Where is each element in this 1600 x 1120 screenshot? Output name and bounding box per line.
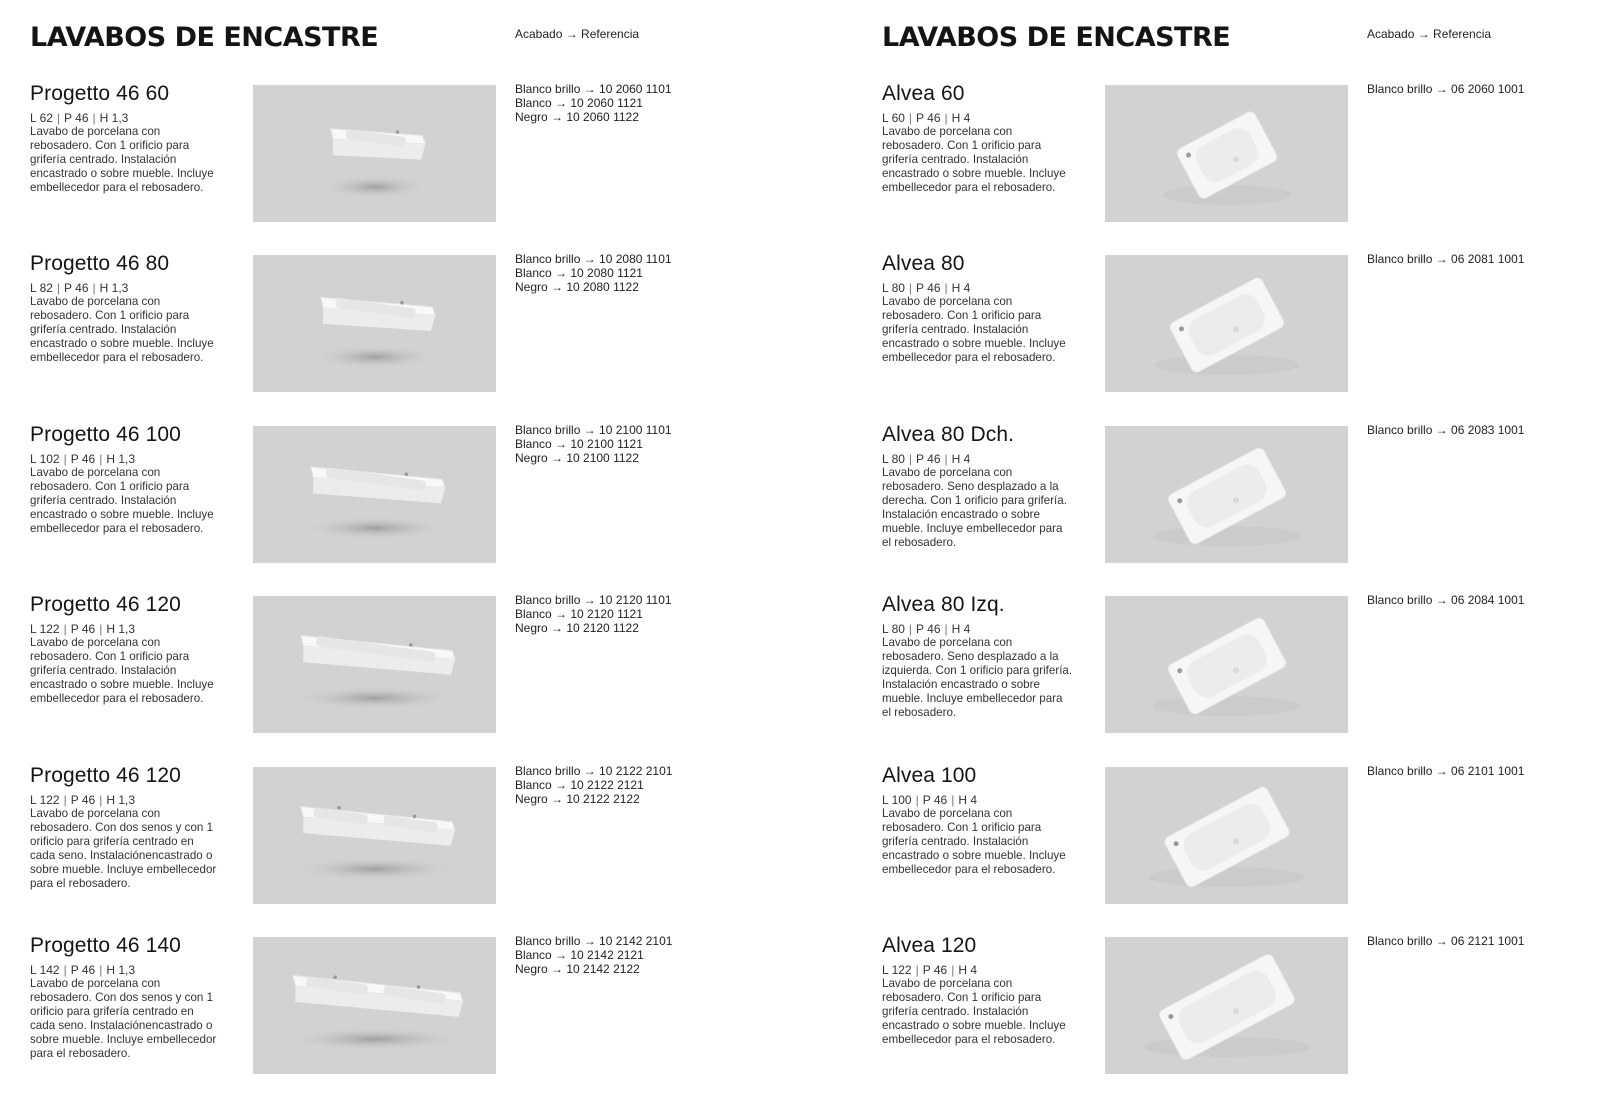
- dimension-separator: |: [915, 963, 919, 977]
- page-title: LAVABOS DE ENCASTRE: [30, 22, 379, 53]
- sink-single-basin-icon: [253, 596, 496, 733]
- dimension-value: H 1,3: [106, 452, 135, 466]
- product-dimensions: [30, 281, 128, 295]
- finish-reference: Blanco brillo → 10 2122 2101: [515, 764, 673, 778]
- dimension-value: L 62: [30, 111, 53, 125]
- product-image: [1105, 426, 1348, 563]
- product-entry-4: [30, 593, 810, 733]
- product-references: [1367, 252, 1524, 266]
- sink-top-view-icon: [1105, 596, 1348, 733]
- dimension-value: P 46: [916, 452, 941, 466]
- dimension-value: L 122: [882, 963, 912, 977]
- dimension-value: P 46: [916, 281, 941, 295]
- product-name: Alvea 120: [882, 934, 977, 957]
- dimension-separator: |: [56, 111, 61, 125]
- dimension-value: H 4: [958, 963, 977, 977]
- product-name: Alvea 100: [882, 764, 977, 787]
- dimension-separator: |: [908, 281, 913, 295]
- product-references: [1367, 423, 1524, 437]
- dimension-value: P 46: [64, 111, 89, 125]
- finish-reference: Negro → 10 2100 1122: [515, 451, 639, 465]
- product-image: [253, 767, 496, 904]
- dimension-value: P 46: [70, 452, 96, 466]
- finish-reference: Negro → 10 2142 2122: [515, 962, 640, 976]
- product-image: [1105, 85, 1348, 222]
- dimension-separator: |: [63, 622, 67, 636]
- dimension-separator: |: [99, 452, 103, 466]
- dimension-value: L 82: [30, 281, 53, 295]
- dimension-value: H 1,3: [99, 111, 129, 125]
- finish-reference: Blanco brillo → 10 2142 2101: [515, 934, 673, 948]
- product-image: [253, 937, 496, 1074]
- product-dimensions: [882, 452, 970, 466]
- product-name: Progetto 46 100: [30, 423, 181, 446]
- sink-double-basin-icon: [253, 767, 496, 904]
- product-references: [1367, 82, 1524, 96]
- product-dimensions: [30, 793, 135, 807]
- finish-reference: Blanco brillo → 10 2120 1101: [515, 593, 672, 607]
- product-image: [1105, 596, 1348, 733]
- product-description: Lavabo de porcelana con rebosadero. Con 1 orificio para grifería centrado. Instalación encastrado o sobre mueble. Incluye embellecedor para el rebosadero.: [882, 125, 1066, 194]
- finish-reference: Blanco → 10 2080 1121: [515, 266, 643, 280]
- dimension-separator: |: [99, 622, 103, 636]
- product-image: [1105, 937, 1348, 1074]
- dimension-separator: |: [951, 793, 955, 807]
- dimension-separator: |: [908, 111, 913, 125]
- dimension-separator: |: [944, 111, 948, 125]
- product-dimensions: [30, 622, 135, 636]
- column-header: Acabado → Referencia: [1367, 27, 1492, 41]
- dimension-value: L 60: [882, 111, 905, 125]
- dimension-separator: |: [944, 452, 948, 466]
- dimension-value: L 80: [882, 281, 905, 295]
- product-references: [1367, 593, 1524, 607]
- product-references: [515, 764, 672, 806]
- finish-reference: Blanco brillo → 06 2083 1001: [1367, 423, 1525, 437]
- sink-single-basin-icon: [253, 255, 496, 392]
- dimension-value: H 1,3: [99, 281, 129, 295]
- product-description: Lavabo de porcelana con rebosadero. Con 1 orificio para grifería centrado. Instalación encastrado o sobre mueble. Incluye embellecedor para el rebosadero.: [30, 125, 214, 194]
- product-description: Lavabo de porcelana con rebosadero. Con 1 orificio para grifería centrado. Instalación encastrado o sobre mueble. Incluye embellecedor para el rebosadero.: [30, 636, 214, 705]
- finish-reference: Blanco → 10 2100 1121: [515, 437, 643, 451]
- product-description: Lavabo de porcelana con rebosadero. Con 1 orificio para grifería centrado. Instalación encastrado o sobre mueble. Incluye embellecedor para el rebosadero.: [30, 466, 214, 535]
- dimension-value: H 4: [951, 452, 971, 466]
- sink-top-view-icon: [1105, 937, 1348, 1074]
- finish-reference: Blanco brillo → 06 2101 1001: [1367, 764, 1525, 778]
- dimension-value: L 80: [882, 622, 905, 636]
- dimension-value: P 46: [64, 281, 89, 295]
- finish-reference: Negro → 10 2080 1122: [515, 280, 639, 294]
- dimension-value: H 1,3: [106, 963, 135, 977]
- column-header: Acabado → Referencia: [515, 27, 640, 41]
- product-image: [253, 596, 496, 733]
- dimension-separator: |: [944, 622, 948, 636]
- product-dimensions: [882, 793, 977, 807]
- dimension-value: P 46: [70, 622, 96, 636]
- product-description: Lavabo de porcelana con rebosadero. Con dos senos y con 1 orificio para grifería centrado en cada seno. Instalaciónencastrado o sobre mueble. Incluye embellecedor para el rebosadero.: [30, 807, 217, 890]
- finish-reference: Blanco brillo → 06 2060 1001: [1367, 82, 1525, 96]
- dimension-separator: |: [63, 793, 67, 807]
- product-references: [515, 593, 672, 635]
- product-name: Progetto 46 80: [30, 252, 170, 275]
- product-description: Lavabo de porcelana con rebosadero. Con 1 orificio para grifería centrado. Instalación encastrado o sobre mueble. Incluye embellecedor para el rebosadero.: [882, 295, 1066, 364]
- product-dimensions: [30, 963, 135, 977]
- product-image: [253, 426, 496, 563]
- dimension-value: P 46: [70, 963, 96, 977]
- finish-reference: Blanco → 10 2142 2121: [515, 948, 644, 962]
- dimension-separator: |: [92, 281, 96, 295]
- product-dimensions: [30, 452, 135, 466]
- dimension-value: P 46: [916, 111, 941, 125]
- finish-reference: Negro → 10 2120 1122: [515, 621, 639, 635]
- dimension-separator: |: [56, 281, 61, 295]
- product-name: Alvea 80: [882, 252, 965, 275]
- product-name: Progetto 46 140: [30, 934, 181, 957]
- product-name: Progetto 46 120: [30, 764, 181, 787]
- dimension-value: H 4: [958, 793, 977, 807]
- dimension-value: L 142: [30, 963, 60, 977]
- product-references: [1367, 934, 1524, 948]
- product-entry-3: [30, 423, 810, 563]
- sink-double-basin-icon: [253, 937, 496, 1074]
- product-entry-2: [882, 252, 1600, 392]
- product-description: Lavabo de porcelana con rebosadero. Con 1 orificio para grifería centrado. Instalación encastrado o sobre mueble. Incluye embellecedor para el rebosadero.: [882, 977, 1066, 1046]
- dimension-value: P 46: [922, 793, 948, 807]
- page-title: LAVABOS DE ENCASTRE: [882, 22, 1231, 53]
- product-description: Lavabo de porcelana con rebosadero. Seno desplazado a la izquierda. Con 1 orificio para grifería. Instalación encastrado o sobre mueble. Incluye embellecedor para el rebosadero.: [882, 636, 1073, 719]
- product-name: Alvea 80 Dch.: [882, 423, 1015, 446]
- dimension-separator: |: [908, 452, 913, 466]
- product-entry-5: [882, 764, 1600, 904]
- dimension-value: P 46: [922, 963, 948, 977]
- product-description: Lavabo de porcelana con rebosadero. Con 1 orificio para grifería centrado. Instalación encastrado o sobre mueble. Incluye embellecedor para el rebosadero.: [882, 807, 1066, 876]
- dimension-separator: |: [99, 963, 103, 977]
- product-references: [515, 934, 672, 976]
- product-image: [253, 255, 496, 392]
- product-entry-1: [30, 82, 810, 222]
- catalog-page-right: [800, 0, 1600, 1120]
- product-name: Progetto 46 120: [30, 593, 181, 616]
- dimension-value: H 1,3: [106, 622, 135, 636]
- dimension-separator: |: [915, 793, 919, 807]
- dimension-value: L 122: [30, 622, 60, 636]
- sink-single-basin-icon: [253, 85, 496, 222]
- sink-top-view-icon: [1105, 255, 1348, 392]
- product-entry-4: [882, 593, 1600, 733]
- product-dimensions: [882, 111, 970, 125]
- dimension-value: H 4: [951, 622, 971, 636]
- product-name: Alvea 80 Izq.: [882, 593, 1005, 616]
- finish-reference: Blanco brillo → 10 2100 1101: [515, 423, 672, 437]
- product-image: [253, 85, 496, 222]
- dimension-value: L 80: [882, 452, 905, 466]
- finish-reference: Blanco → 10 2060 1121: [515, 96, 643, 110]
- sink-top-view-icon: [1105, 426, 1348, 563]
- dimension-separator: |: [63, 963, 67, 977]
- finish-reference: Blanco brillo → 10 2060 1101: [515, 82, 672, 96]
- product-description: Lavabo de porcelana con rebosadero. Seno desplazado a la derecha. Con 1 orificio para grifería. Instalación encastrado o sobre mueble. Incluye embellecedor para el rebosadero.: [882, 466, 1067, 549]
- product-name: Alvea 60: [882, 82, 965, 105]
- product-references: [1367, 764, 1524, 778]
- dimension-value: L 100: [882, 793, 912, 807]
- dimension-value: L 102: [30, 452, 60, 466]
- dimension-value: H 4: [951, 281, 971, 295]
- product-references: [515, 423, 672, 465]
- product-dimensions: [30, 111, 128, 125]
- product-entry-6: [30, 934, 810, 1074]
- sink-single-basin-icon: [253, 426, 496, 563]
- dimension-separator: |: [63, 452, 67, 466]
- dimension-value: L 122: [30, 793, 60, 807]
- product-entry-3: [882, 423, 1600, 563]
- finish-reference: Blanco brillo → 06 2084 1001: [1367, 593, 1525, 607]
- product-references: [515, 252, 672, 294]
- sink-top-view-icon: [1105, 767, 1348, 904]
- product-image: [1105, 767, 1348, 904]
- finish-reference: Blanco → 10 2120 1121: [515, 607, 643, 621]
- product-description: Lavabo de porcelana con rebosadero. Con 1 orificio para grifería centrado. Instalación encastrado o sobre mueble. Incluye embellecedor para el rebosadero.: [30, 295, 214, 364]
- dimension-separator: |: [944, 281, 948, 295]
- dimension-separator: |: [908, 622, 913, 636]
- product-dimensions: [882, 963, 977, 977]
- product-description: Lavabo de porcelana con rebosadero. Con dos senos y con 1 orificio para grifería centrado en cada seno. Instalaciónencastrado o sobre mueble. Incluye embellecedor para el rebosadero.: [30, 977, 217, 1060]
- dimension-separator: |: [92, 111, 96, 125]
- dimension-value: P 46: [70, 793, 96, 807]
- finish-reference: Blanco → 10 2122 2121: [515, 778, 644, 792]
- product-entry-1: [882, 82, 1600, 222]
- product-entry-2: [30, 252, 810, 392]
- finish-reference: Blanco brillo → 10 2080 1101: [515, 252, 672, 266]
- dimension-separator: |: [99, 793, 103, 807]
- product-image: [1105, 255, 1348, 392]
- dimension-value: P 46: [916, 622, 941, 636]
- finish-reference: Negro → 10 2060 1122: [515, 110, 639, 124]
- product-references: [515, 82, 672, 124]
- product-dimensions: [882, 622, 970, 636]
- product-name: Progetto 46 60: [30, 82, 170, 105]
- product-entry-5: [30, 764, 810, 904]
- dimension-separator: |: [951, 963, 955, 977]
- sink-top-view-icon: [1105, 85, 1348, 222]
- finish-reference: Negro → 10 2122 2122: [515, 792, 640, 806]
- product-dimensions: [882, 281, 970, 295]
- dimension-value: H 4: [951, 111, 971, 125]
- product-entry-6: [882, 934, 1600, 1074]
- dimension-value: H 1,3: [106, 793, 135, 807]
- finish-reference: Blanco brillo → 06 2081 1001: [1367, 252, 1525, 266]
- finish-reference: Blanco brillo → 06 2121 1001: [1367, 934, 1525, 948]
